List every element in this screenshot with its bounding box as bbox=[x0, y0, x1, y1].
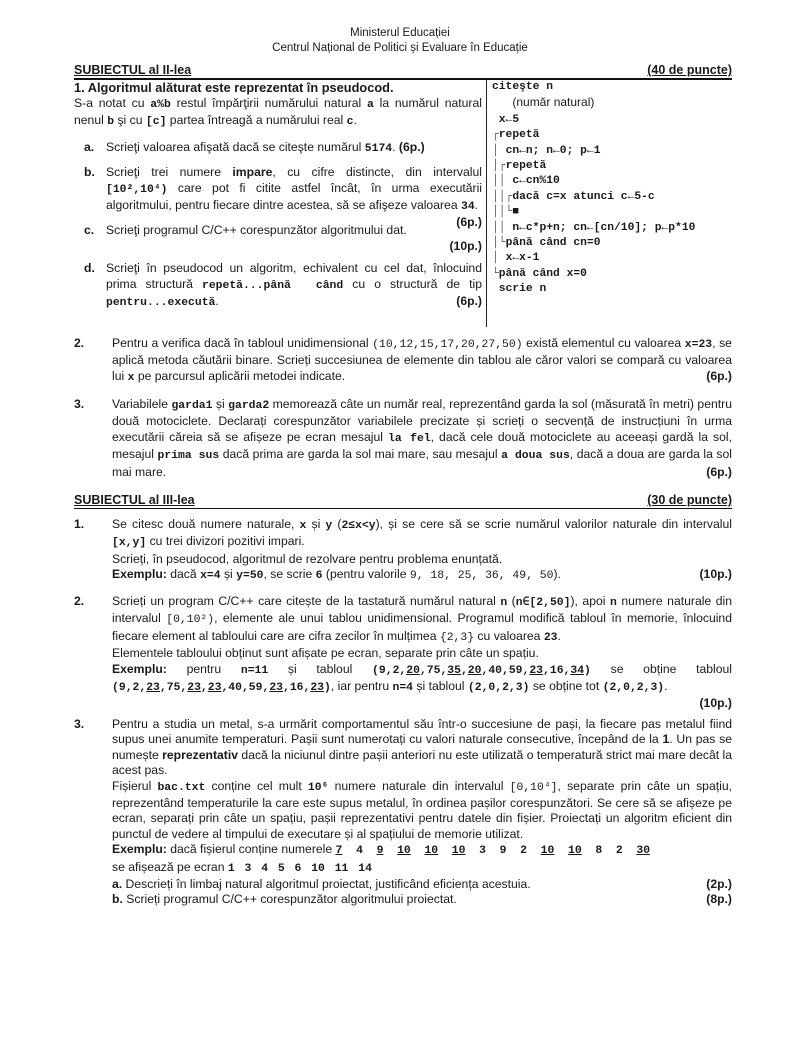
pseudocode-text: c←cn%10 bbox=[512, 175, 560, 188]
pseudocode-line: ││└■ bbox=[492, 206, 520, 219]
subquestion-text: Scrieţi trei numere bbox=[106, 165, 233, 180]
pseudocode-line: │ x←x-1 bbox=[492, 252, 540, 265]
subquestion-text bbox=[112, 877, 531, 892]
example-line bbox=[112, 567, 732, 584]
pseudocode-line: citeşte n bbox=[492, 81, 554, 93]
intro-text: partea întreagă a numărului real bbox=[166, 113, 347, 128]
question-body bbox=[112, 336, 732, 386]
pseudocode-line: ││ n←c*p+n; cn←[cn/10]; p←p*10 bbox=[492, 221, 696, 234]
question-2-3 bbox=[74, 397, 732, 480]
question-code: [0,10²) bbox=[166, 614, 215, 627]
question-instruction: Scrieți, în pseudocod, algoritmul de rezolvare pentru problema enunțată. bbox=[112, 551, 503, 566]
intro-text: la numărul natural nenul bbox=[74, 96, 482, 128]
array-element: 40 bbox=[228, 682, 242, 695]
pseudocode-text: n←c*p+n; cn←[cn/10]; p←p*10 bbox=[512, 221, 696, 234]
array-element: 30 bbox=[636, 845, 651, 858]
question-code: [x,y] bbox=[112, 537, 147, 550]
example-text-part: se afișează pe ecran bbox=[112, 859, 228, 874]
pseudocode-text: x←x-1 bbox=[505, 252, 540, 265]
array-element: 20 bbox=[406, 664, 420, 677]
array-element: 10 bbox=[451, 845, 466, 858]
question-2-1-intro bbox=[74, 96, 482, 131]
question-text: , elemente ale unui tablou unidimensional. Programul modifică tabloul în memorie, înlocuind fiecare element al tabloului care are cifra zecilor în mulțimea bbox=[112, 611, 732, 643]
array-element: 23 bbox=[269, 682, 283, 695]
question-text: , separate prin câte un spațiu, reprezentând temperaturile la care este supus metalul, în ordinea pașilor corespunzători. Se cere să se afișeze pe ecran, separați prin câte un spațiu, pașii reprezentativi pentru datele din fișier. Proiectați un algoritm eficient din punctul de vedere al timpului de executare și al spațiului de memorie utilizat. bbox=[112, 778, 732, 841]
document-header bbox=[0, 26, 800, 55]
question-code: {2,3} bbox=[439, 631, 475, 644]
array-element: 75 bbox=[426, 664, 441, 677]
intro-code: [c] bbox=[145, 116, 167, 129]
points-label: (6p.) bbox=[456, 215, 482, 230]
example-text-part: pentru bbox=[166, 661, 241, 676]
question-text: numere naturale din intervalul bbox=[328, 778, 510, 793]
array-element: 16 bbox=[549, 664, 564, 677]
array-element: 20 bbox=[467, 664, 482, 677]
subquestion-text: Scrieţi valoarea afişată dacă se citeşte numărul bbox=[106, 139, 365, 154]
array-element: 4 bbox=[356, 845, 363, 858]
subquestion-code: 5174 bbox=[364, 142, 393, 155]
array-element: 34 bbox=[570, 664, 585, 677]
subquestion-label: c. bbox=[84, 223, 95, 238]
intro-code: b bbox=[107, 116, 115, 129]
array-element: 23 bbox=[310, 682, 325, 695]
question-text: cu valoarea bbox=[474, 628, 544, 643]
example-text-part: , iar pentru bbox=[330, 679, 393, 694]
subquestion-text-part: Scrieți programul C/C++ corespunzător algoritmului proiectat. bbox=[122, 892, 457, 907]
question-text: conține cel mult bbox=[205, 778, 308, 793]
array-element: 9 bbox=[499, 845, 507, 858]
example-file-numbers bbox=[336, 845, 651, 857]
pseudocode-text: dacă c=x atunci c←5-c bbox=[512, 190, 655, 203]
intro-text: S-a notat cu bbox=[74, 96, 151, 110]
subquestion-text: , cu cifre distincte, din intervalul bbox=[272, 165, 482, 180]
question-text: există elementul cu valoarea bbox=[522, 336, 685, 350]
intro-text: şi cu bbox=[114, 113, 146, 128]
question-code: 23 bbox=[543, 631, 558, 644]
question-code: prima sus bbox=[157, 450, 220, 463]
question-text: ( bbox=[332, 517, 342, 531]
array-element: 10 bbox=[568, 845, 582, 858]
question-code: a doua sus bbox=[501, 450, 570, 463]
example-label: Exemplu: bbox=[112, 661, 167, 676]
question-number: 2. bbox=[74, 594, 85, 608]
example-block bbox=[112, 662, 732, 697]
example-code: (2,0,2,3) bbox=[602, 682, 665, 695]
intro-code: c bbox=[346, 116, 354, 129]
question-text: Pentru a verifica dacă în tabloul unidimensional bbox=[112, 336, 373, 350]
example-code: x=4 bbox=[200, 570, 221, 583]
example-line-2 bbox=[112, 860, 732, 877]
question-3-3 bbox=[74, 717, 732, 908]
question-statement bbox=[112, 517, 732, 552]
example-text-part: dacă fișierul conține numerele bbox=[166, 842, 336, 857]
points-label: (10p.) bbox=[699, 696, 732, 711]
question-text: Variabilele bbox=[112, 397, 172, 411]
example-text-part: (pentru valorile bbox=[322, 567, 410, 582]
subquestion-label: b. bbox=[84, 165, 95, 180]
question-text: memorează câte un număr real, reprezentând garda la sol (măsurată în metri) pentru două motociclete. Declarați corespunzător variabilele precizate și scrieți o secvență de instrucțiuni în urma executării căreia să se afișeze pe ecran mesajul bbox=[112, 397, 732, 444]
array-element: 59 bbox=[248, 682, 263, 695]
example-text bbox=[112, 567, 561, 584]
pseudocode-line: │┌repetă bbox=[492, 160, 547, 173]
intro-code: a%b bbox=[150, 99, 171, 111]
pseudocode-text: repetă bbox=[505, 160, 547, 173]
question-text: Pentru a studia un metal, s-a urmărit comportamentul său într-o succesiune de pași, la fiecare pas metalul fiind supus unei anumite temperaturi. Pașii sunt numerotați cu valori naturale consecutive, începând de la bbox=[112, 717, 732, 747]
question-number: 2. bbox=[74, 336, 85, 350]
subquestion-text: Scrieţi programul C/C++ corespunzător algoritmului dat. bbox=[106, 223, 407, 238]
example-text-part: , se scrie bbox=[263, 567, 316, 582]
pseudocode-comment bbox=[492, 95, 742, 112]
question-body bbox=[112, 594, 732, 712]
question-code: n∈[2,50] bbox=[515, 597, 571, 609]
question-body bbox=[112, 517, 732, 585]
question-text: numere naturale din intervalul bbox=[112, 594, 732, 626]
subquestion-text: Scrieţi în pseudocod un algoritm, echivalent cu cel dat, înlocuind prima structură bbox=[106, 261, 482, 291]
subquestion-label: a. bbox=[84, 139, 95, 154]
example-array-input: (9,2,20,75,35,20,40,59,23,16,34) bbox=[372, 664, 591, 677]
question-2-1 bbox=[74, 80, 732, 327]
center-name: Centrul Național de Politici și Evaluare în Educație bbox=[272, 41, 528, 54]
pseudocode-line bbox=[492, 282, 742, 297]
example-code: (2,0,2,3) bbox=[467, 682, 530, 695]
subquestion-text: cu o structură de tip bbox=[343, 276, 482, 291]
pseudocode-line: ││ c←cn%10 bbox=[492, 175, 560, 188]
subquestion-b bbox=[112, 892, 732, 907]
points-label: (10p.) bbox=[699, 567, 732, 582]
question-text: , dacă cele două motociclete au aceeași gardă la sol, mesajul bbox=[112, 429, 732, 462]
points-label: (6p.) bbox=[706, 368, 732, 383]
pseudocode-text: până când cn=0 bbox=[505, 237, 601, 250]
array-element: 9 bbox=[118, 682, 126, 695]
question-text: ( bbox=[507, 594, 516, 608]
column-divider bbox=[486, 80, 487, 327]
emphasis-text: 1 bbox=[662, 732, 670, 747]
question-code: garda2 bbox=[228, 400, 270, 412]
question-code: x=23 bbox=[684, 339, 713, 351]
pseudocode-text: x←5 bbox=[498, 113, 520, 126]
subquestion-label: a. bbox=[112, 877, 123, 892]
question-code: la fel bbox=[387, 432, 431, 445]
question-text: . Un pas se numește bbox=[112, 732, 732, 762]
pseudocode-comment-text: (număr natural) bbox=[512, 95, 595, 110]
array-element: 9 bbox=[376, 845, 384, 858]
question-number: 1. bbox=[74, 517, 85, 531]
example-label: Exemplu: bbox=[112, 567, 167, 582]
question-body bbox=[112, 397, 732, 480]
subquestion-text-part: Descrieți în limbaj natural algoritmul proiectat, justificând eficiența acestuia. bbox=[122, 877, 531, 892]
question-number: 3. bbox=[74, 717, 85, 731]
subquestion-a bbox=[112, 877, 732, 892]
intro-text: restul împărţirii numărului natural bbox=[170, 96, 368, 110]
example-text-part: și bbox=[220, 567, 237, 582]
question-text: ), și se cere să se scrie numărul valorilor naturale din intervalul bbox=[375, 517, 732, 531]
question-text: . bbox=[557, 628, 561, 643]
array-element: 23 bbox=[187, 682, 201, 695]
question-code: n bbox=[500, 597, 508, 609]
question-paragraph-1 bbox=[112, 717, 732, 779]
subquestion-d bbox=[74, 261, 482, 311]
question-text: Scrieți un program C/C++ care citește de la tastatură numărul natural bbox=[112, 594, 501, 608]
points-label: (2p.) bbox=[706, 877, 732, 892]
question-code: garda1 bbox=[171, 400, 213, 412]
intro-text: . bbox=[353, 113, 357, 128]
pseudocode-line: └până când x=0 bbox=[492, 267, 587, 280]
question-text: ), apoi bbox=[570, 594, 610, 608]
example-code: 6 bbox=[315, 570, 323, 583]
emphasis-text: impare bbox=[232, 165, 273, 180]
pseudocode-text: repetă bbox=[498, 129, 540, 142]
subquestion-code: pentru...execută bbox=[106, 297, 216, 310]
subquestion-text bbox=[112, 892, 457, 907]
pseudocode-end-marker: ■ bbox=[512, 206, 520, 219]
example-text-part: dacă bbox=[166, 567, 201, 582]
subject-3-points: (30 de puncte) bbox=[647, 493, 732, 507]
array-element: 3 bbox=[479, 845, 486, 858]
question-statement bbox=[112, 594, 732, 646]
question-text: , dacă a doua are garda la sol mai mare. bbox=[112, 447, 733, 479]
pseudocode-text: până când x=0 bbox=[498, 267, 587, 280]
question-code: x bbox=[127, 371, 135, 384]
array-element: 35 bbox=[447, 664, 461, 677]
question-code: x bbox=[299, 520, 307, 532]
pseudocode-line: ││┌dacă c=x atunci c←5-c bbox=[492, 190, 655, 203]
example-text-part: se obține tabloul bbox=[590, 661, 733, 676]
question-2-2 bbox=[74, 336, 732, 386]
points-label: (6p.) bbox=[398, 139, 425, 154]
points-label: (10p.) bbox=[449, 238, 482, 253]
question-output-note: Elementele tabloului obținut sunt afișate pe ecran, separate prin câte un spațiu. bbox=[112, 646, 539, 661]
subquestion-label: d. bbox=[84, 261, 95, 276]
question-text: și bbox=[212, 397, 229, 411]
question-code: (10,12,15,17,20,27,50) bbox=[372, 339, 523, 351]
array-element: 75 bbox=[166, 682, 181, 695]
subquestion-b bbox=[74, 165, 482, 230]
question-text: dacă prima are garda la sol mai mare, sau mesajul bbox=[219, 447, 502, 462]
subquestion-text: . bbox=[215, 294, 219, 309]
points-label: (6p.) bbox=[706, 464, 732, 479]
subquestion-code: 34 bbox=[461, 201, 475, 214]
question-text: Fișierul bbox=[112, 778, 158, 793]
subquestion-text: . bbox=[474, 198, 479, 213]
subquestion-code: repetă...până când bbox=[202, 279, 344, 292]
array-element: 23 bbox=[207, 682, 222, 695]
array-element: 2 bbox=[392, 664, 400, 677]
array-element: 10 bbox=[397, 845, 411, 858]
example-text-part: . bbox=[664, 679, 668, 694]
example-code: y=50 bbox=[236, 570, 264, 583]
points-label: (6p.) bbox=[456, 294, 482, 309]
question-2-1-text bbox=[74, 80, 482, 311]
question-2-1-title: 1. Algoritmul alăturat este reprezentat în pseudocod. bbox=[74, 80, 394, 95]
subquestion-text: . bbox=[392, 139, 396, 154]
question-body bbox=[112, 717, 732, 908]
subquestion-code: [10²,10⁴) bbox=[106, 183, 168, 196]
example-code: n=11 bbox=[240, 664, 269, 677]
question-text: Se citesc două numere naturale, bbox=[112, 517, 300, 531]
question-code: y bbox=[325, 520, 333, 532]
question-number: 3. bbox=[74, 397, 85, 411]
pseudocode-line: │ cn←n; n←0; p←1 bbox=[492, 144, 601, 157]
subquestion-text: care pot fi citite astfel încât, în urma executării algoritmului, pentru fiecare dintre acestea, să se afişeze valoarea bbox=[106, 180, 482, 213]
ministry-name: Ministerul Educației bbox=[350, 27, 450, 39]
question-text: pe parcursul aplicării metodei indicate. bbox=[134, 368, 346, 383]
array-element: 8 bbox=[595, 845, 603, 858]
question-3-2 bbox=[74, 594, 732, 712]
example-code: n=4 bbox=[392, 682, 414, 695]
array-element: 10 bbox=[424, 845, 439, 858]
question-text: dacă la niciunul dintre pașii anteriori nu este utilizată o temperatură strict mai mare decât la acest pas. bbox=[112, 747, 732, 778]
subquestion-label: b. bbox=[112, 892, 123, 907]
example-text-part: și tabloul bbox=[413, 679, 468, 694]
array-element: 2 bbox=[520, 845, 527, 858]
array-element: 59 bbox=[508, 664, 523, 677]
question-code: [0,10⁴] bbox=[509, 781, 558, 794]
question-code: bac.txt bbox=[157, 781, 206, 794]
question-3-1 bbox=[74, 517, 732, 585]
subject-3-title: SUBIECTUL al III-lea bbox=[74, 493, 195, 507]
example-array-output: (9,2,23,75,23,23,40,59,23,16,23) bbox=[112, 682, 331, 695]
array-element: 40 bbox=[488, 664, 502, 677]
question-text: și bbox=[306, 517, 326, 531]
question-code: 10⁶ bbox=[307, 781, 329, 794]
array-element: 2 bbox=[615, 845, 623, 858]
subject-3-title-bar bbox=[74, 493, 732, 509]
array-element: 7 bbox=[335, 845, 343, 858]
pseudocode-line bbox=[492, 113, 742, 128]
pseudocode-line: │└până când cn=0 bbox=[492, 237, 601, 250]
question-text: , se aplică metoda căutării binare. Scrieți succesiunea de elemente din tablou ale căror valori se compară cu valoarea lui bbox=[112, 336, 732, 383]
points-label: (8p.) bbox=[706, 892, 732, 907]
array-element: 16 bbox=[289, 682, 304, 695]
example-output: 1 3 4 5 6 10 11 14 bbox=[227, 862, 372, 875]
array-element: 10 bbox=[540, 845, 555, 858]
example-code: 9, 18, 25, 36, 49, 50 bbox=[409, 570, 554, 583]
question-code: 2≤x<y bbox=[341, 520, 376, 532]
pseudocode-block bbox=[492, 80, 742, 298]
subject-2-title: SUBIECTUL al II-lea bbox=[74, 63, 192, 77]
question-text: cu trei divizori pozitivi impari. bbox=[146, 534, 305, 549]
example-text-part: ). bbox=[553, 567, 561, 582]
example-text-part: și tabloul bbox=[268, 661, 373, 676]
pseudocode-text: scrie n bbox=[498, 283, 547, 296]
example-line-1 bbox=[112, 842, 732, 859]
subject-2-title-bar bbox=[74, 63, 732, 80]
array-element: 23 bbox=[146, 682, 160, 695]
subject-2-points: (40 de puncte) bbox=[647, 63, 732, 77]
array-element: 9 bbox=[378, 664, 386, 677]
subquestion-c bbox=[74, 223, 482, 254]
example-text-part: se obține tot bbox=[529, 679, 603, 694]
array-element: 2 bbox=[132, 682, 140, 695]
question-code: n bbox=[609, 597, 617, 609]
question-paragraph-2 bbox=[112, 779, 732, 843]
pseudocode-text: cn←n; n←0; p←1 bbox=[505, 144, 601, 157]
example-label: Exemplu: bbox=[112, 842, 167, 857]
pseudocode-line: ┌repetă bbox=[492, 129, 540, 142]
emphasis-text: reprezentativ bbox=[162, 747, 239, 762]
subquestion-a bbox=[74, 140, 482, 157]
array-element: 23 bbox=[529, 664, 544, 677]
intro-code: a bbox=[367, 99, 374, 111]
